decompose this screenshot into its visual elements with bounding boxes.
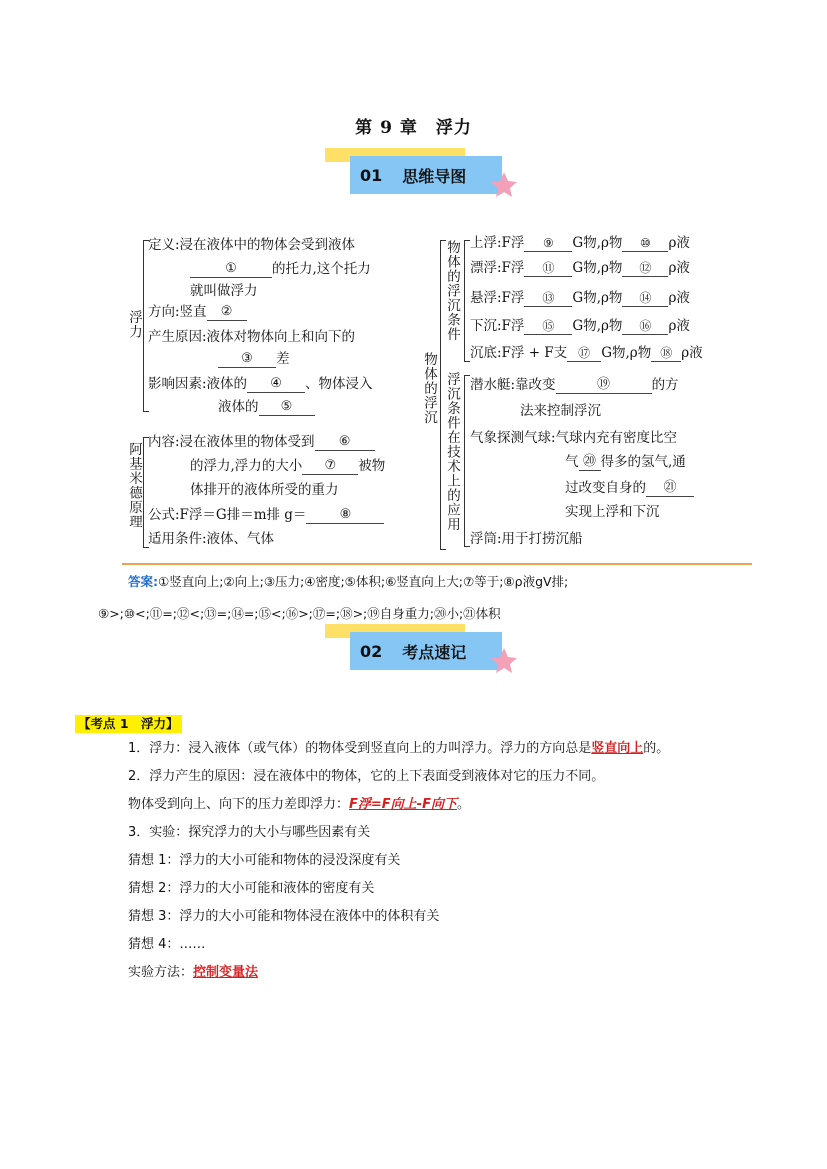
- divider-line: [122, 563, 752, 565]
- star-icon: [489, 646, 519, 676]
- brace-fuli: [143, 240, 144, 412]
- answer-label: 答案:: [128, 574, 158, 589]
- label-technology: 浮沉条件在技术上的应用: [444, 372, 460, 532]
- row-xiachen: 下沉:F浮 ⑮ G物,ρ物 ⑯ ρ液: [470, 318, 690, 334]
- blank-21: ㉑: [646, 479, 694, 497]
- balloon-line4: 实现上浮和下沉: [565, 504, 660, 520]
- cause-line1: 产生原因:液体对物体向上和向下的: [148, 329, 356, 345]
- row-piaofu: 漂浮:F浮 ⑪ G物,ρ物 ⑫ ρ液: [470, 260, 690, 276]
- content-line2: 的浮力,浮力的大小 ⑦ 被物: [190, 458, 386, 474]
- row-shangfu: 上浮:F浮 ⑨ G物,ρ物 ⑩ ρ液: [470, 235, 690, 251]
- cause-line2: ③ 差: [218, 350, 290, 368]
- section-number: 02: [360, 641, 383, 661]
- def-line1: 定义:浸在液体中的物体会受到液体: [148, 237, 356, 253]
- blank-5: ⑤: [259, 398, 315, 416]
- blank-19: ⑲: [556, 376, 652, 394]
- para-2: 2．浮力产生的原因：浸在液体中的物体，它的上下表面受到液体对它的压力不同。: [128, 769, 605, 784]
- section-label: 思维导图: [402, 166, 467, 186]
- def-line3: 就叫做浮力: [190, 283, 258, 299]
- section-label: 考点速记: [402, 642, 467, 662]
- blank-20: ⑳: [579, 453, 601, 471]
- blank-7: ⑦: [302, 457, 358, 475]
- formula-line: 公式:F浮＝G排＝m排 g＝ ⑧: [148, 506, 384, 524]
- para-9: 实验方法：控制变量法: [128, 965, 259, 980]
- blank-4: ④: [247, 375, 305, 393]
- label-conditions: 物体的浮沉条件: [444, 240, 460, 342]
- submarine-line2: 法来控制浮沉: [520, 403, 601, 419]
- factor-line2: 液体的 ⑤: [218, 398, 315, 416]
- para-4: 3．实验：探究浮力的大小与哪些因素有关: [128, 825, 371, 840]
- section-header-kaodian: [322, 624, 520, 690]
- label-fuli: 浮力: [126, 310, 142, 339]
- section-number: 01: [360, 165, 383, 185]
- label-center: 物体的浮沉: [421, 352, 437, 425]
- page-title: 第 9 章 浮力: [355, 118, 472, 138]
- balloon-line3: 过改变自身的 ㉑: [565, 479, 694, 497]
- balloon-line2: 气 ⑳ 得多的氢气,通: [565, 454, 686, 470]
- direction-line: 方向:竖直 ②: [148, 303, 247, 321]
- mind-map: [0, 0, 827, 560]
- blank-6: ⑥: [315, 433, 375, 451]
- brace-technology: [464, 375, 465, 547]
- answer-line1: ①竖直向上;②向上;③压力;④密度;⑤体积;⑥竖直向上大;⑦等于;⑧ρ液gV排;: [158, 574, 569, 589]
- label-archimedes: 阿基米德原理: [126, 442, 142, 529]
- blank-8: ⑧: [306, 506, 384, 524]
- answer-block: [98, 566, 758, 630]
- para-7: 猜想 3：浮力的大小可能和物体浸在液体中的体积有关: [128, 909, 440, 924]
- blank-3: ③: [218, 350, 276, 368]
- brace-conditions: [464, 240, 465, 362]
- para-1: 1．浮力：浸入液体（或气体）的物体受到竖直向上的力叫浮力。浮力的方向总是竖直向上的。: [128, 741, 670, 756]
- brace-center: [440, 240, 441, 550]
- highlight-method: 控制变量法: [193, 965, 259, 980]
- para-3: 物体受到向上、向下的压力差即浮力：F浮=F向上-F向下。: [128, 797, 470, 812]
- def-line2: ① 的托力,这个托力: [190, 260, 371, 278]
- content-line3: 体排开的液体所受的重力: [190, 482, 339, 498]
- float-line: 浮筒:用于打捞沉船: [470, 531, 583, 547]
- apply-line: 适用条件:液体、气体: [148, 531, 275, 547]
- factor-line1: 影响因素:液体的 ④ 、物体浸入: [148, 376, 373, 392]
- balloon-line1: 气象探测气球:气球内充有密度比空: [470, 430, 678, 446]
- para-6: 猜想 2：浮力的大小可能和液体的密度有关: [128, 881, 375, 896]
- highlight-formula: F浮=F向上-F向下: [349, 797, 457, 812]
- blank-2: ②: [207, 303, 247, 321]
- content-line1: 内容:浸在液体里的物体受到 ⑥: [148, 433, 375, 451]
- row-chendi: 沉底:F浮 + F支 ⑰ G物,ρ物 ⑱ ρ液: [470, 345, 703, 361]
- kaodian-tag: 【考点 1 浮力】: [75, 715, 182, 733]
- blank-1: ①: [190, 260, 272, 278]
- brace-archimedes: [143, 437, 144, 548]
- submarine-line1: 潜水艇:靠改变 ⑲ 的方: [470, 377, 679, 393]
- highlight-direction: 竖直向上: [591, 741, 644, 756]
- para-5: 猜想 1：浮力的大小可能和物体的浸没深度有关: [128, 853, 401, 868]
- row-xuanfu: 悬浮:F浮 ⑬ G物,ρ物 ⑭ ρ液: [470, 290, 690, 306]
- para-8: 猜想 4：……: [128, 937, 206, 952]
- answer-line2: ⑨>;⑩<;⑪=;⑫<;⑬=;⑭=;⑮<;⑯>;⑰=;⑱>;⑲自身重力;⑳小;㉑体积: [98, 606, 501, 621]
